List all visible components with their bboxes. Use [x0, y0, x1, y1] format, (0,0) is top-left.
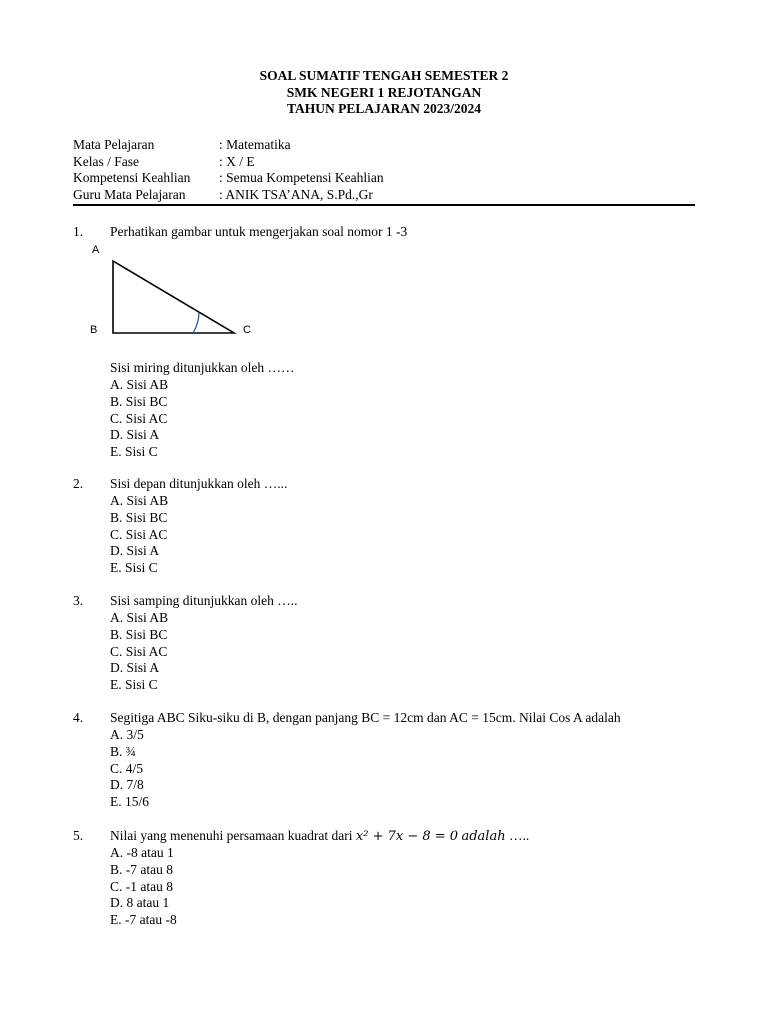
meta-row-teacher [73, 187, 384, 204]
option-c: C. Sisi AC [110, 526, 168, 542]
header-year: TAHUN PELAJARAN 2023/2024 [286, 101, 481, 116]
option-e: E. Sisi C [110, 677, 158, 693]
header-school: SMK NEGERI 1 REJOTANGAN [286, 84, 482, 100]
option-b: B. Sisi BC [110, 509, 168, 525]
option-d: D. Sisi A [110, 660, 160, 676]
options-list [110, 727, 149, 811]
option-a: A. Sisi AB [110, 493, 169, 508]
exam-meta [73, 137, 384, 203]
meta-key: Kelas / Fase [73, 153, 139, 169]
meta-value: : X / E [219, 153, 255, 169]
question-stem: Sisi miring ditunjukkan oleh …… [110, 360, 295, 375]
options-list [110, 845, 177, 929]
option-c: C. -1 atau 8 [110, 878, 173, 894]
meta-key: Mata Pelajaran [73, 137, 155, 152]
meta-value: : Matematika [219, 137, 291, 152]
question-number: 4. [73, 710, 84, 725]
question-number: 5. [73, 828, 84, 843]
question-stem [110, 828, 529, 846]
option-b: B. ¾ [110, 743, 136, 759]
question-stem-ellipsis: ….. [508, 828, 530, 843]
option-b: B. Sisi BC [110, 393, 168, 409]
options-list [110, 610, 168, 694]
option-b: B. Sisi BC [110, 626, 168, 642]
option-d: D. Sisi A [110, 427, 160, 443]
meta-key: Guru Mata Pelajaran [73, 186, 186, 202]
question-stem: Sisi samping ditunjukkan oleh ….. [110, 593, 298, 608]
meta-row-class [73, 154, 384, 171]
header-divider [73, 204, 695, 206]
option-e: E. Sisi C [110, 560, 158, 576]
header-title: SOAL SUMATIF TENGAH SEMESTER 2 [259, 68, 509, 83]
option-d: D. 8 atau 1 [110, 895, 170, 911]
options-list [110, 493, 168, 577]
option-d: D. 7/8 [110, 777, 144, 793]
question-number: 1. [73, 224, 84, 239]
meta-key: Kompetensi Keahlian [73, 170, 191, 185]
option-e: E. 15/6 [110, 794, 149, 810]
question-number: 2. [73, 476, 84, 491]
meta-row-subject [73, 137, 384, 154]
question-number: 3. [73, 593, 84, 608]
option-c: C. Sisi AC [110, 643, 168, 659]
option-e: E. -7 atau -8 [110, 912, 177, 928]
option-c: C. 4/5 [110, 760, 144, 776]
option-a: A. -8 atau 1 [110, 845, 174, 860]
question-stem-text: Nilai yang menenuhi persamaan kuadrat dari [110, 828, 353, 843]
equation-word: adalah [461, 829, 506, 844]
option-b: B. -7 atau 8 [110, 861, 173, 877]
vertex-label-c: C [243, 324, 251, 336]
triangle-shape [113, 261, 234, 333]
question-stem: Sisi depan ditunjukkan oleh …... [110, 476, 288, 491]
exam-header [0, 68, 768, 118]
option-d: D. Sisi A [110, 543, 160, 559]
meta-value: : Semua Kompetensi Keahlian [219, 170, 384, 185]
vertex-label-a: A [92, 244, 100, 256]
meta-row-competency [73, 170, 384, 187]
options-list [110, 377, 168, 461]
option-e: E. Sisi C [110, 444, 158, 460]
angle-c-arc [193, 313, 199, 333]
quadratic-equation: x² + 7x − 8 = 0 [355, 829, 459, 844]
option-c: C. Sisi AC [110, 410, 168, 426]
meta-value: : ANIK TSA’ANA, S.Pd.,Gr [219, 186, 373, 202]
question-intro: Perhatikan gambar untuk mengerjakan soal nomor 1 -3 [110, 224, 408, 239]
question-stem: Segitiga ABC Siku-siku di B, dengan panjang BC = 12cm dan AC = 15cm. Nilai Cos A adalah [110, 710, 621, 725]
vertex-label-b: B [90, 324, 98, 336]
option-a: A. Sisi AB [110, 377, 169, 392]
right-triangle-drawing [85, 243, 255, 343]
option-a: A. Sisi AB [110, 610, 169, 625]
option-a: A. 3/5 [110, 727, 144, 742]
